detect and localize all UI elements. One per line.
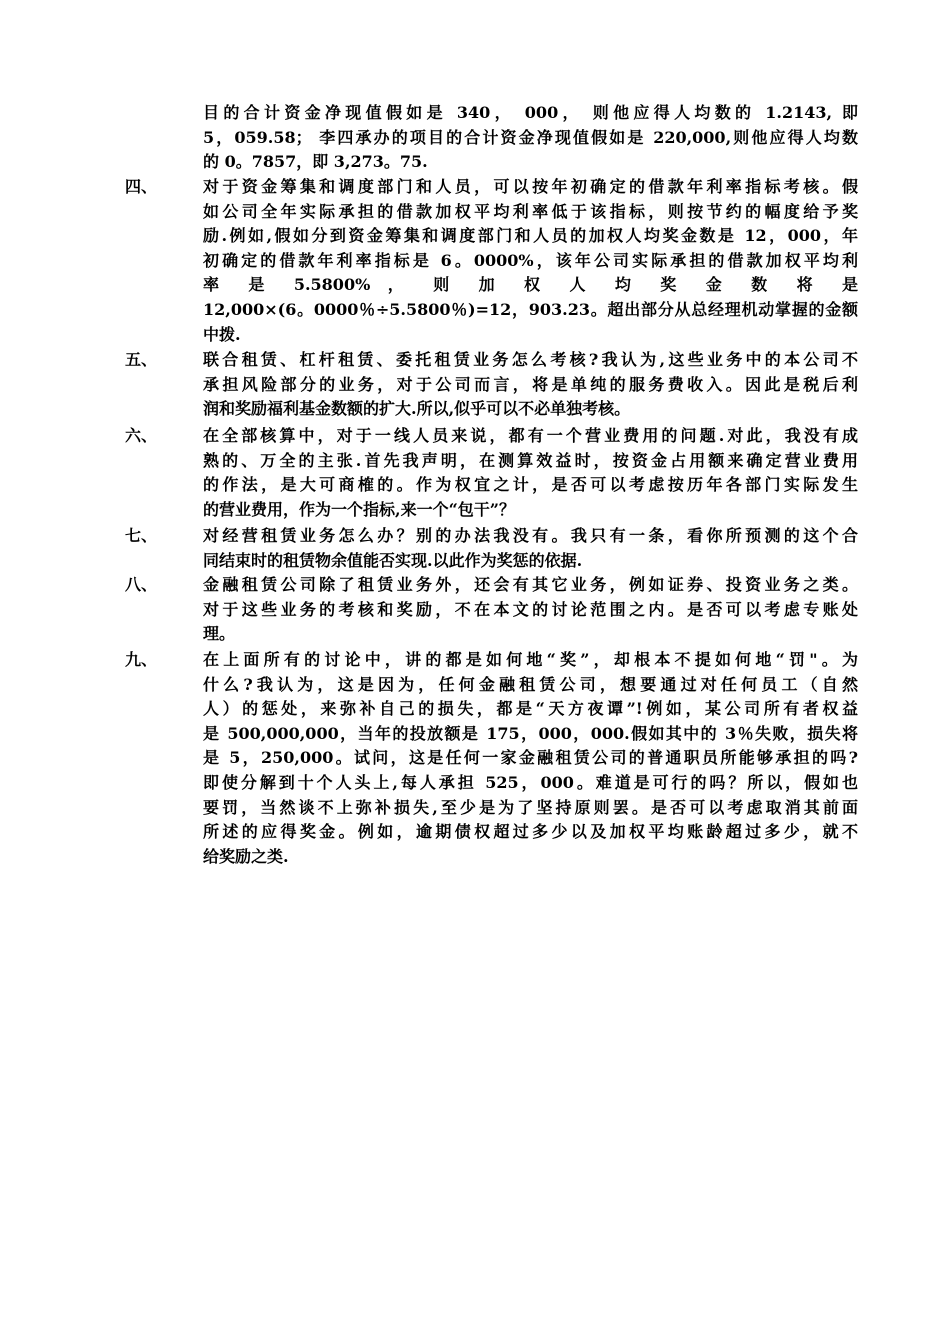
text-line: 人）的惩处，来弥补自己的损失，都是“天方夜谭”!例如，某公司所有者权益 [203,699,858,719]
section-number: 四、 [125,177,158,196]
text-line: 目的合计资金净现值假如是 340， 000， 则他应得人均数的 1.2143, 即 [203,103,858,122]
text-line: 5，059.58； 李四承办的项目的合计资金净现值假如是 220,000,则他应得人均数 [203,127,858,147]
text-line: 是 500,000,000，当年的投放额是 175，000，000.假如其中的 3％失败，损失将 [203,723,858,743]
text-line: 对经营租赁业务怎么办？别的办法我没有。我只有一条，看你所预测的这个合 [203,526,858,545]
text-line: 什么?我认为，这是因为，任何金融租赁公司，想要通过对任何员工（自然 [203,674,858,694]
text-line: 理。 [203,624,236,644]
text-line: 承担风险部分的业务，对于公司而言，将是单纯的服务费收入。因此是税后利 [203,374,858,394]
paragraph-7 [203,524,858,573]
text-line: 金融租赁公司除了租赁业务外，还会有其它业务，例如证券、投资业务之类。 [203,575,858,594]
text-line: 同结束时的租赁物余值能否实现.以此作为奖惩的依据. [203,550,583,570]
text-line: 润和奖励福利基金数额的扩大.所以,似乎可以不必单独考核。 [203,399,631,419]
text-line: 励.例如,假如分到资金筹集和调度部门和人员的加权人均奖金数是 12，000，年 [203,226,858,246]
paragraph-8 [203,573,858,647]
text-line: 的营业费用，作为一个指标,来一个“包干”？ [203,499,515,519]
text-line: 所述的应得奖金。例如，逾期债权超过多少以及加权平均账龄超过多少，就不 [203,822,858,842]
text-line: 是 5，250,000。试问，这是任何一家金融租赁公司的普通职员所能够承担的吗? [203,748,858,768]
text-line: 初确定的借款年利率指标是 6。0000%，该年公司实际承担的借款加权平均利 [203,250,858,270]
text-line: 中拨. [203,324,241,344]
text-line: 对于资金筹集和调度部门和人员，可以按年初确定的借款年利率指标考核。假 [203,177,858,196]
text-line: 熟的、万全的主张.首先我声明，在测算效益时，按资金占用额来确定营业费用 [203,450,858,470]
text-line: 联合租赁、杠杆租赁、委托租赁业务怎么考核?我认为,这些业务中的本公司不 [203,350,858,369]
text-line: 的作法，是大可商榷的。作为权宜之计，是否可以考虑按历年各部门实际发生 [203,475,858,495]
text-line: 如公司全年实际承担的借款加权平均利率低于该指标，则按节约的幅度给予奖 [203,201,858,221]
paragraph-4 [203,175,858,347]
text-line: 对于这些业务的考核和奖励，不在本文的讨论范围之内。是否可以考虑专账处 [203,599,858,619]
paragraph-6 [203,424,858,522]
paragraph-5 [203,348,858,422]
section-number: 五、 [125,350,158,369]
section-number: 八、 [125,575,158,594]
text-line: 给奖励之类. [203,846,289,866]
section-number: 九、 [125,650,158,669]
paragraph-continuation [203,101,858,175]
section-number: 七、 [125,526,158,545]
text-line: 在全部核算中，对于一线人员来说，都有一个营业费用的问题.对此，我没有成 [203,426,858,445]
text-line: 率 是 5.5800% ， 则 加 权 人 均 奖 金 数 将 是 [203,275,858,295]
text-line: 在上面所有的讨论中，讲的都是如何地“奖”，却根本不提如何地“罚"。为 [203,650,858,669]
section-number: 六、 [125,426,158,445]
text-line: 12,000×(6。0000％÷5.5800％)=12，903.23。超出部分从总经理机动掌握的金额 [203,299,858,319]
text-line: 即使分解到十个人头上,每人承担 525，000。难道是可行的吗？所以，假如也 [203,772,858,792]
text-line: 的 0。7857，即 3,273。75. [203,152,428,172]
text-line: 要罚，当然谈不上弥补损失,至少是为了坚持原则罢。是否可以考虑取消其前面 [203,797,858,817]
paragraph-9 [203,648,858,869]
